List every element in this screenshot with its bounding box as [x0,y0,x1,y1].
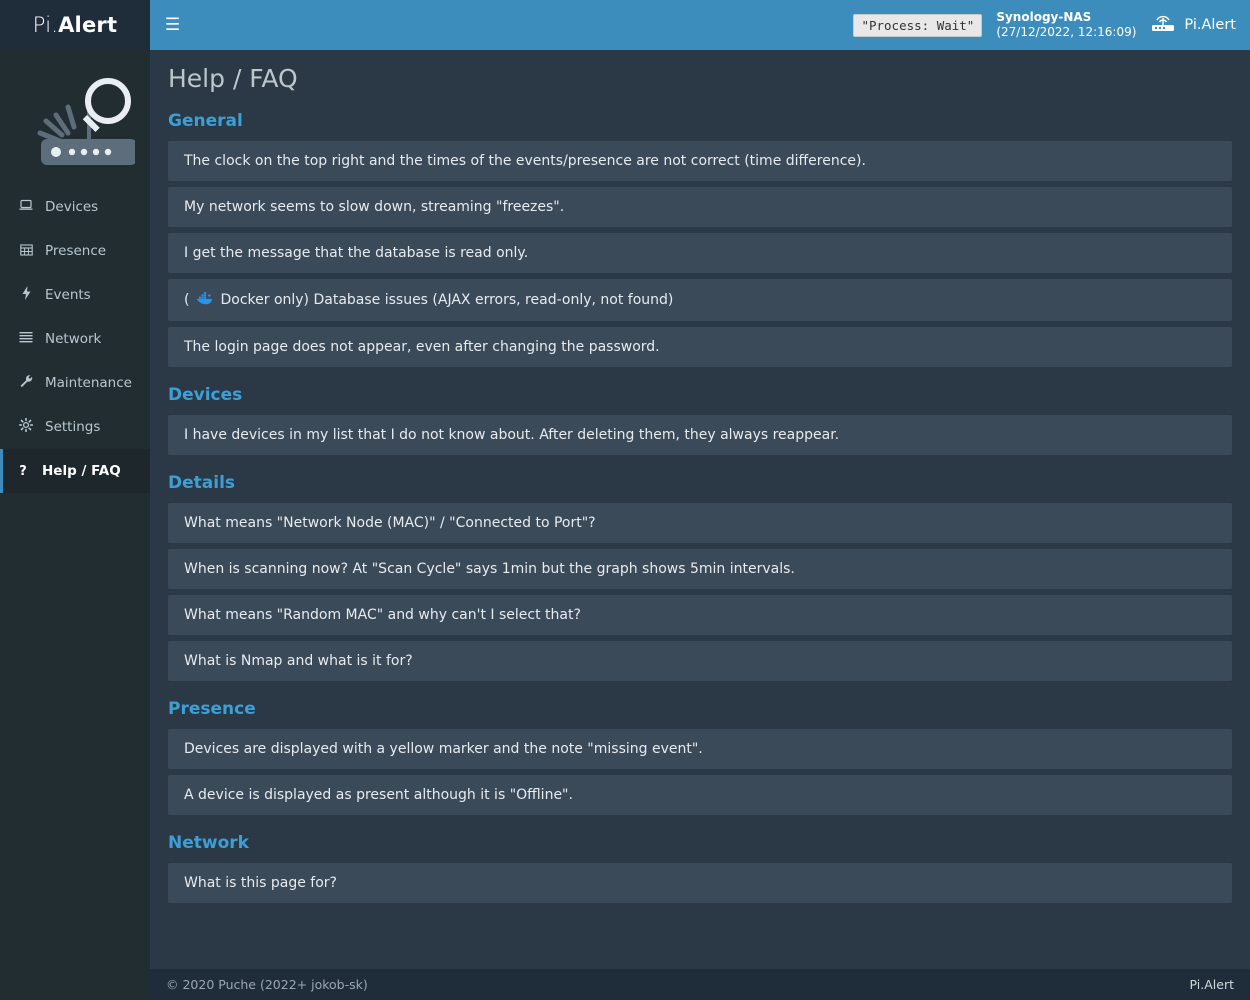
header-bar [150,0,1250,50]
page-footer [150,968,1250,1000]
menu-toggle-icon[interactable]: ☰ [164,15,181,35]
sidebar-item-devices[interactable] [0,185,150,229]
faq-item[interactable]: I get the message that the database is read only. [168,233,1232,273]
sidebar-logo-icon [0,50,150,185]
header-right-group [853,0,1250,50]
calendar-icon [18,243,34,260]
sidebar-item-maintenance[interactable] [0,361,150,405]
sidebar-nav [0,185,150,493]
sidebar-item-network[interactable] [0,317,150,361]
faq-item[interactable]: The clock on the top right and the times of the events/presence are not correct (time difference). [168,141,1232,181]
sidebar-item-label: Settings [45,419,101,435]
faq-item[interactable]: Devices are displayed with a yellow marker and the note "missing event". [168,729,1232,769]
logo-suffix: Alert [58,13,118,37]
faq-item[interactable]: When is scanning now? At "Scan Cycle" says 1min but the graph shows 5min intervals. [168,549,1232,589]
sidebar-item-label: Presence [45,243,107,259]
section-heading-general: General [168,111,243,131]
app-logo[interactable] [0,0,150,50]
content-area [150,50,1250,968]
server-info [996,10,1136,40]
process-status-badge: "Process: Wait" [853,14,982,37]
section-heading-network: Network [168,833,249,853]
server-name: Synology-NAS [996,10,1092,24]
sidebar [0,50,150,1000]
page-title: Help / FAQ [168,64,298,93]
router-icon [1150,13,1176,37]
docker-icon [196,291,213,309]
sidebar-item-presence[interactable] [0,229,150,273]
faq-item[interactable]: The login page does not appear, even after changing the password. [168,327,1232,367]
footer-brand: Pi.Alert [1189,977,1234,992]
header-brand[interactable] [1150,13,1236,37]
logo-prefix: Pi. [32,13,59,37]
top-header [0,0,1250,50]
footer-copyright: © 2020 Puche (2022+ jokob-sk) [166,977,368,992]
gear-icon [18,418,34,436]
sidebar-item-label: Network [45,331,102,347]
faq-item[interactable]: My network seems to slow down, streaming "freezes". [168,187,1232,227]
faq-item[interactable]: A device is displayed as present although it is "Offline". [168,775,1232,815]
section-heading-presence: Presence [168,699,256,719]
sidebar-item-help-faq[interactable] [0,449,150,493]
faq-item-text: Docker only) Database issues (AJAX errors, read-only, not found) [220,292,674,308]
section-heading-devices: Devices [168,385,243,405]
sidebar-item-label: Events [45,287,91,303]
server-time: (27/12/2022, 12:16:09) [996,25,1137,39]
header-brand-label: Pi.Alert [1184,17,1236,33]
question-icon: ? [19,463,27,479]
sidebar-item-label: Help / FAQ [42,463,121,479]
faq-item[interactable]: What means "Network Node (MAC)" / "Connected to Port"? [168,503,1232,543]
faq-item[interactable]: What means "Random MAC" and why can't I select that? [168,595,1232,635]
faq-item[interactable]: What is this page for? [168,863,1232,903]
section-heading-details: Details [168,473,236,493]
faq-item[interactable]: I have devices in my list that I do not know about. After deleting them, they always reappear. [168,415,1232,455]
wrench-icon [18,374,34,392]
bolt-icon [18,286,34,304]
laptop-icon [18,199,34,215]
sidebar-item-label: Devices [45,199,99,215]
sidebar-item-label: Maintenance [45,375,132,391]
faq-item-docker[interactable] [168,279,1232,321]
faq-item[interactable]: What is Nmap and what is it for? [168,641,1232,681]
network-icon [18,331,34,347]
sidebar-item-settings[interactable] [0,405,150,449]
sidebar-item-events[interactable] [0,273,150,317]
faq-prefix: ( [184,292,190,308]
